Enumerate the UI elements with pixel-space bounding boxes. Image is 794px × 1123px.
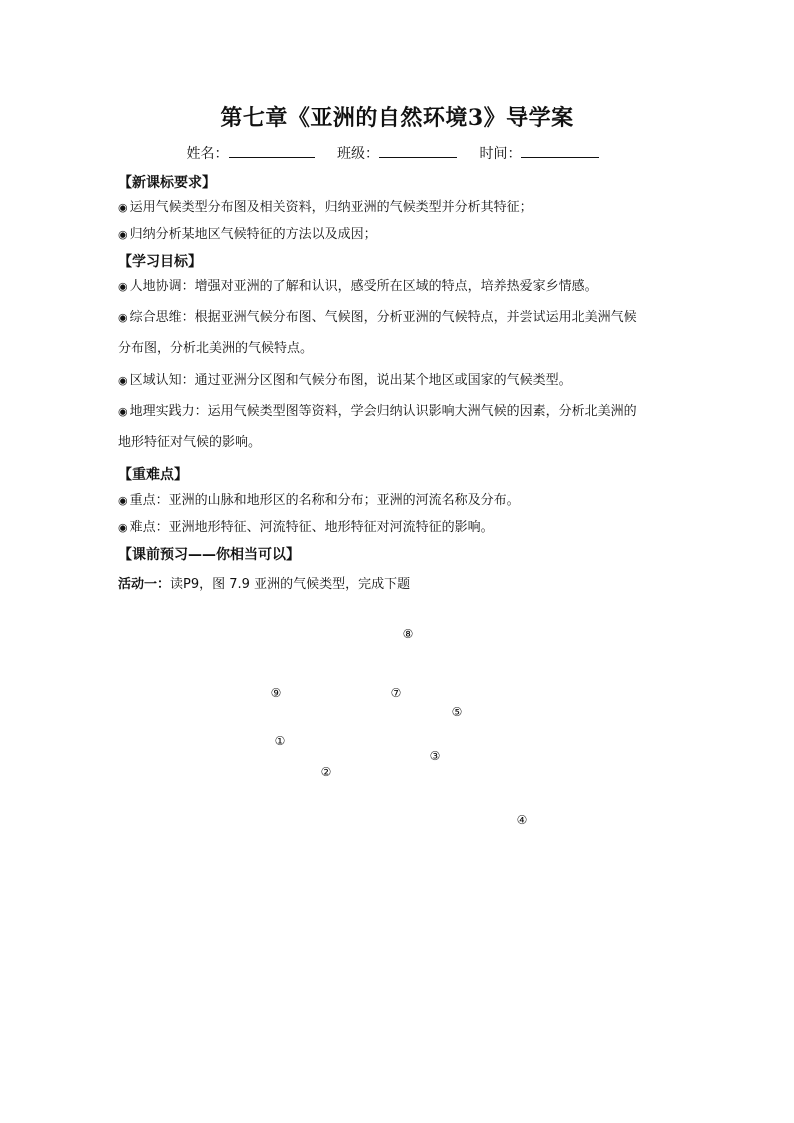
activity-text: 读P9，图 7.9 亚洲的气候类型，完成下题 [170, 577, 411, 592]
list-item: ◉ 归纳分析某地区气候特征的方法以及成因； [118, 227, 377, 242]
section-heading-objectives: 【学习目标】 [118, 254, 202, 270]
activity-one [118, 573, 410, 592]
map-marker-9: ⑨ [270, 686, 282, 700]
bullet-icon: ◉ [118, 201, 128, 214]
time-blank[interactable] [521, 143, 599, 158]
class-blank[interactable] [379, 143, 457, 158]
list-item: ◉ 综合思维：根据亚洲气候分布图、气候图，分析亚洲的气候特点，并尝试运用北美洲气候 [118, 310, 637, 325]
map-marker-5: ⑤ [451, 705, 463, 719]
map-marker-7: ⑦ [390, 686, 402, 700]
list-item-continuation: 分布图，分析北美洲的气候特点。 [118, 341, 314, 356]
map-marker-1: ① [274, 734, 286, 748]
activity-label: 活动一： [118, 577, 171, 592]
name-blank[interactable] [229, 143, 315, 158]
time-label: 时间： [479, 146, 522, 162]
bullet-icon: ◉ [118, 280, 128, 293]
list-item: ◉ 重点：亚洲的山脉和地形区的名称和分布；亚洲的河流名称及分布。 [118, 493, 520, 508]
map-marker-2: ② [320, 765, 332, 779]
bullet-icon: ◉ [118, 311, 128, 324]
section-heading-preview: 【课前预习——你相当可以】 [118, 547, 300, 563]
bullet-icon: ◉ [118, 228, 128, 241]
page-title: 第七章《亚洲的自然环境3》导学案 [220, 105, 574, 131]
bullet-icon: ◉ [118, 374, 128, 387]
map-marker-8: ⑧ [402, 627, 414, 641]
bullet-icon: ◉ [118, 521, 128, 534]
list-item: ◉ 地理实践力：运用气候类型图等资料，学会归纳认识影响大洲气候的因素，分析北美洲的 [118, 404, 637, 419]
section-heading-standards: 【新课标要求】 [118, 175, 216, 191]
list-item: ◉ 人地协调：增强对亚洲的了解和认识，感受所在区域的特点，培养热爱家乡情感。 [118, 279, 598, 294]
list-item: ◉ 运用气候类型分布图及相关资料，归纳亚洲的气候类型并分析其特征； [118, 200, 533, 215]
class-label: 班级： [337, 146, 379, 162]
name-label: 姓名： [186, 146, 229, 162]
map-marker-3: ③ [429, 749, 441, 763]
bullet-icon: ◉ [118, 405, 128, 418]
bullet-icon: ◉ [118, 494, 128, 507]
list-item: ◉ 区域认知：通过亚洲分区图和气候分布图，说出某个地区或国家的气候类型。 [118, 373, 572, 388]
list-item-continuation: 地形特征对气候的影响。 [118, 435, 262, 450]
list-item: ◉ 难点：亚洲地形特征、河流特征、地形特征对河流特征的影响。 [118, 520, 494, 535]
section-heading-keypoints: 【重难点】 [118, 467, 188, 483]
map-marker-4: ④ [516, 813, 528, 827]
student-info-row [0, 143, 794, 163]
